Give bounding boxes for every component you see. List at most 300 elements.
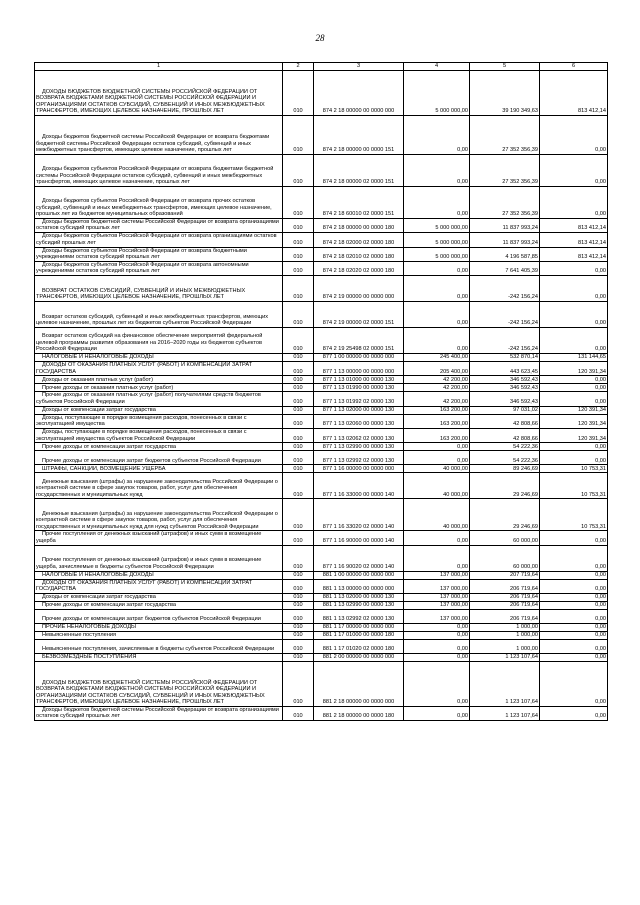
row-code-cell: 010	[283, 247, 314, 261]
row-fact-cell: 346 592,43	[470, 384, 540, 392]
row-name-cell	[35, 624, 283, 632]
row-plan-cell: 0,00	[404, 186, 470, 218]
row-kbk-cell: 874 2 19 00000 02 0000 151	[314, 302, 404, 328]
row-name-cell	[35, 632, 283, 640]
row-name-text: Доходы от компенсации затрат государства	[42, 594, 156, 601]
table-row	[35, 247, 608, 261]
row-prev-cell: 0,00	[540, 186, 608, 218]
row-name-cell	[35, 392, 283, 406]
row-code-cell: 010	[283, 406, 314, 414]
row-prev-cell: 0,00	[540, 384, 608, 392]
row-code-cell: 010	[283, 376, 314, 384]
row-kbk-cell: 874 2 18 02020 02 0000 180	[314, 261, 404, 275]
row-prev-cell: 0,00	[540, 624, 608, 632]
row-prev-cell: 0,00	[540, 328, 608, 354]
row-fact-cell: 206 719,64	[470, 594, 540, 602]
row-fact-cell: 29 246,69	[470, 473, 540, 499]
row-prev-cell: 120 391,34	[540, 362, 608, 376]
row-code-cell: 010	[283, 640, 314, 654]
row-fact-cell: 27 352 356,39	[470, 154, 540, 186]
row-prev-cell: 0,00	[540, 531, 608, 545]
row-fact-cell: 27 352 356,39	[470, 115, 540, 154]
row-name-text: Прочие доходы от оказания платных услуг (работ) получателями средств бюджетов субъектов Российской Федерации	[36, 392, 261, 405]
row-prev-cell: 0,00	[540, 571, 608, 579]
row-code-cell: 010	[283, 302, 314, 328]
row-code-cell: 010	[283, 662, 314, 707]
row-kbk-cell: 874 2 18 00000 00 0000 151	[314, 115, 404, 154]
row-plan-cell: 137 000,00	[404, 610, 470, 624]
row-prev-cell: 0,00	[540, 579, 608, 593]
row-kbk-cell: 874 2 19 25498 02 0000 151	[314, 328, 404, 354]
row-name-cell	[35, 579, 283, 593]
row-kbk-cell: 874 2 18 02010 02 0000 180	[314, 247, 404, 261]
row-fact-cell: -242 156,24	[470, 302, 540, 328]
row-plan-cell: 0,00	[404, 302, 470, 328]
row-name-text: ДОХОДЫ БЮДЖЕТОВ БЮДЖЕТНОЙ СИСТЕМЫ РОССИЙСКОЙ ФЕДЕРАЦИИ ОТ ВОЗВРАТА БЮДЖЕТАМИ БЮДЖЕТНОЙ СИСТЕМЫ РОССИЙСКОЙ ФЕДЕРАЦИИ И ОРГАНИЗАЦИЯМИ ОСТАТКОВ СУБСИДИЙ, СУБВЕНЦИЙ И ИНЫХ МЕЖБЮДЖЕТНЫХ ТРАНСФЕРТОВ, ИМЕЮЩИХ ЦЕЛЕВОЕ НАЗНАЧЕНИЕ, ПРОШЛЫХ ЛЕТ	[36, 88, 265, 114]
row-name-text: Доходы бюджетов субъектов Российской Федерации от возврата автономными учреждениями остатков субсидий прошлых лет	[36, 261, 249, 275]
row-fact-cell: -242 156,24	[470, 328, 540, 354]
column-header: 2	[283, 63, 314, 71]
column-header: 5	[470, 63, 540, 71]
row-fact-cell: 1 123 107,64	[470, 707, 540, 721]
row-name-text: ПРОЧИЕ НЕНАЛОГОВЫЕ ДОХОДЫ	[42, 624, 137, 631]
table-row	[35, 115, 608, 154]
row-fact-cell: 11 837 993,24	[470, 218, 540, 232]
row-name-cell	[35, 443, 283, 451]
row-code-cell: 010	[283, 429, 314, 443]
row-kbk-cell: 874 2 18 60010 02 0000 151	[314, 186, 404, 218]
row-plan-cell: 0,00	[404, 276, 470, 302]
table-row	[35, 640, 608, 654]
table-row	[35, 276, 608, 302]
row-name-text: Невыясненные поступления, зачисляемые в бюджеты субъектов Российской Федерации	[42, 646, 275, 653]
row-kbk-cell: 877 1 00 00000 00 0000 000	[314, 354, 404, 362]
row-code-cell: 010	[283, 392, 314, 406]
row-fact-cell: 29 246,69	[470, 499, 540, 531]
row-name-cell	[35, 594, 283, 602]
row-plan-cell: 0,00	[404, 451, 470, 465]
table-row	[35, 579, 608, 593]
row-name-text: Доходы бюджетов бюджетной системы Российской Федерации от возврата организациями остатков субсидий прошлых лет	[36, 218, 279, 232]
row-fact-cell: 1 123 107,64	[470, 654, 540, 662]
row-name-cell	[35, 376, 283, 384]
row-name-cell	[35, 115, 283, 154]
row-prev-cell: 0,00	[540, 451, 608, 465]
row-code-cell: 010	[283, 362, 314, 376]
table-row	[35, 70, 608, 115]
row-name-text: Доходы бюджетов бюджетной системы Российской Федерации от возврата бюджетами бюджетной системы Российской Федерации остатков субсидий, субвенций и иных межбюджетных трансфертов, имеющих целевое назначение, прошлых лет	[36, 134, 270, 153]
row-name-cell	[35, 276, 283, 302]
row-name-cell	[35, 602, 283, 610]
row-kbk-cell: 877 1 13 01990 00 0000 130	[314, 384, 404, 392]
row-name-cell	[35, 70, 283, 115]
row-name-cell	[35, 545, 283, 571]
row-plan-cell: 0,00	[404, 654, 470, 662]
row-name-cell	[35, 571, 283, 579]
row-fact-cell: 206 719,64	[470, 610, 540, 624]
row-plan-cell: 163 200,00	[404, 406, 470, 414]
table-row	[35, 218, 608, 232]
row-name-cell	[35, 328, 283, 354]
row-code-cell: 010	[283, 70, 314, 115]
table-row	[35, 531, 608, 545]
row-fact-cell: 42 808,66	[470, 414, 540, 428]
table-row	[35, 465, 608, 473]
row-name-cell	[35, 531, 283, 545]
row-kbk-cell: 877 1 13 00000 00 0000 000	[314, 362, 404, 376]
row-name-text: НАЛОГОВЫЕ И НЕНАЛОГОВЫЕ ДОХОДЫ	[42, 571, 154, 578]
table-row	[35, 545, 608, 571]
row-plan-cell: 5 000 000,00	[404, 233, 470, 247]
row-name-cell	[35, 662, 283, 707]
table-row	[35, 429, 608, 443]
row-name-text: Доходы, поступающие в порядке возмещения расходов, понесенных в связи с эксплуатацией имущества	[36, 414, 247, 428]
row-prev-cell: 813 412,14	[540, 233, 608, 247]
row-prev-cell: 10 753,31	[540, 473, 608, 499]
row-name-text: Прочие поступления от денежных взысканий (штрафов) и иных сумм в возмещение ущерба, зачисляемые в бюджеты субъектов Российской Федерации	[36, 557, 262, 570]
row-kbk-cell: 874 2 18 00000 00 0000 000	[314, 70, 404, 115]
table-row	[35, 662, 608, 707]
row-code-cell: 010	[283, 632, 314, 640]
row-fact-cell: 60 000,00	[470, 531, 540, 545]
table-row	[35, 261, 608, 275]
row-kbk-cell: 874 2 18 00000 02 0000 151	[314, 154, 404, 186]
row-code-cell: 010	[283, 707, 314, 721]
row-fact-cell: 206 719,64	[470, 579, 540, 593]
row-fact-cell: 1 000,00	[470, 632, 540, 640]
table-row	[35, 302, 608, 328]
row-name-cell	[35, 451, 283, 465]
row-prev-cell: 0,00	[540, 632, 608, 640]
income-report-table	[34, 62, 608, 721]
row-code-cell: 010	[283, 465, 314, 473]
row-prev-cell: 0,00	[540, 610, 608, 624]
row-prev-cell: 0,00	[540, 640, 608, 654]
row-kbk-cell: 877 1 13 02992 02 0000 130	[314, 451, 404, 465]
row-fact-cell: 207 719,64	[470, 571, 540, 579]
row-plan-cell: 137 000,00	[404, 571, 470, 579]
table-row	[35, 707, 608, 721]
row-prev-cell: 813 412,14	[540, 70, 608, 115]
row-code-cell: 010	[283, 545, 314, 571]
row-code-cell: 010	[283, 354, 314, 362]
table-row	[35, 186, 608, 218]
row-name-cell	[35, 473, 283, 499]
row-code-cell: 010	[283, 276, 314, 302]
row-fact-cell: 346 592,43	[470, 392, 540, 406]
row-fact-cell: 54 222,36	[470, 443, 540, 451]
row-code-cell: 010	[283, 443, 314, 451]
row-code-cell: 010	[283, 115, 314, 154]
row-fact-cell: 54 222,36	[470, 451, 540, 465]
row-fact-cell: 42 808,66	[470, 429, 540, 443]
row-plan-cell: 137 000,00	[404, 594, 470, 602]
row-code-cell: 010	[283, 414, 314, 428]
row-prev-cell: 0,00	[540, 115, 608, 154]
row-name-text: Доходы от компенсации затрат государства	[42, 406, 156, 413]
row-fact-cell: 60 000,00	[470, 545, 540, 571]
row-fact-cell: 1 000,00	[470, 640, 540, 654]
row-fact-cell: 97 031,02	[470, 406, 540, 414]
row-kbk-cell: 881 1 13 02990 00 0000 130	[314, 602, 404, 610]
row-name-text: Невыясненные поступления	[42, 632, 117, 639]
row-prev-cell: 0,00	[540, 545, 608, 571]
row-plan-cell: 0,00	[404, 531, 470, 545]
row-code-cell: 010	[283, 218, 314, 232]
row-prev-cell: 120 391,34	[540, 414, 608, 428]
row-fact-cell: 206 719,64	[470, 602, 540, 610]
row-prev-cell: 0,00	[540, 443, 608, 451]
row-plan-cell: 5 000 000,00	[404, 247, 470, 261]
row-name-text: Прочие доходы от оказания платных услуг (работ)	[42, 384, 174, 391]
row-kbk-cell: 881 1 13 02992 02 0000 130	[314, 610, 404, 624]
row-code-cell: 010	[283, 610, 314, 624]
row-prev-cell: 120 391,34	[540, 406, 608, 414]
row-name-text: Возврат остатков субсидий на финансовое обеспечение мероприятий федеральной целевой программы развития образования на 2016–2020 годы из бюджетов субъектов Российской Федерации	[36, 333, 263, 353]
row-prev-cell: 813 412,14	[540, 247, 608, 261]
row-plan-cell: 163 200,00	[404, 429, 470, 443]
row-code-cell: 010	[283, 328, 314, 354]
row-fact-cell: 4 196 587,85	[470, 247, 540, 261]
row-code-cell: 010	[283, 451, 314, 465]
row-kbk-cell: 874 2 19 00000 00 0000 000	[314, 276, 404, 302]
row-prev-cell: 0,00	[540, 662, 608, 707]
row-name-cell	[35, 354, 283, 362]
row-name-text: Денежные взыскания (штрафы) за нарушение законодательства Российской Федерации о контрактной системе в сфере закупок товаров, работ, услуг для обеспечения государственных и муниципальных нужд	[36, 478, 278, 498]
row-code-cell: 010	[283, 594, 314, 602]
row-name-cell	[35, 640, 283, 654]
row-prev-cell: 0,00	[540, 261, 608, 275]
row-plan-cell: 245 400,00	[404, 354, 470, 362]
page-number: 28	[315, 33, 325, 43]
row-name-text: Прочие доходы от компенсации затрат государства	[42, 443, 177, 450]
row-fact-cell: -242 156,24	[470, 276, 540, 302]
row-name-text: Прочие доходы от компенсации затрат государства	[42, 602, 177, 609]
row-kbk-cell: 877 1 13 02000 00 0000 130	[314, 406, 404, 414]
row-plan-cell: 0,00	[404, 115, 470, 154]
row-prev-cell: 0,00	[540, 302, 608, 328]
table-row	[35, 654, 608, 662]
row-code-cell: 010	[283, 499, 314, 531]
row-name-cell	[35, 499, 283, 531]
row-name-cell	[35, 261, 283, 275]
row-name-text: Прочие поступления от денежных взысканий (штрафов) и иных сумм в возмещение ущерба	[36, 531, 262, 544]
table-row	[35, 624, 608, 632]
table-row	[35, 328, 608, 354]
row-plan-cell: 205 400,00	[404, 362, 470, 376]
row-code-cell: 010	[283, 654, 314, 662]
row-kbk-cell: 881 2 18 00000 00 0000 180	[314, 707, 404, 721]
row-kbk-cell: 881 2 00 00000 00 0000 000	[314, 654, 404, 662]
row-kbk-cell: 874 2 18 00000 00 0000 180	[314, 218, 404, 232]
row-name-cell	[35, 465, 283, 473]
row-prev-cell: 10 753,31	[540, 465, 608, 473]
table-row	[35, 392, 608, 406]
table-row	[35, 499, 608, 531]
row-plan-cell: 42 200,00	[404, 376, 470, 384]
row-plan-cell: 0,00	[404, 545, 470, 571]
row-name-text: ДОХОДЫ ОТ ОКАЗАНИЯ ПЛАТНЫХ УСЛУГ (РАБОТ) И КОМПЕНСАЦИИ ЗАТРАТ ГОСУДАРСТВА	[36, 579, 253, 593]
row-kbk-cell: 881 1 13 00000 00 0000 000	[314, 579, 404, 593]
row-fact-cell: 1 123 107,64	[470, 662, 540, 707]
table-row	[35, 451, 608, 465]
row-prev-cell: 0,00	[540, 602, 608, 610]
row-name-text: Доходы от оказания платных услуг (работ)	[42, 376, 153, 383]
row-plan-cell: 0,00	[404, 328, 470, 354]
row-name-text: Доходы бюджетов субъектов Российской Федерации от возврата прочих остатков субсидий, субвенций и иных межбюджетных трансфертов, имеющих целевое назначение, прошлых лет из бюджетов муниципальных образований	[36, 198, 272, 217]
row-prev-cell: 0,00	[540, 707, 608, 721]
row-name-text: Доходы, поступающие в порядке возмещения расходов, понесенных в связи с эксплуатацией имущества субъектов Российской Федерации	[36, 429, 247, 442]
row-kbk-cell: 877 1 16 33000 00 0000 140	[314, 473, 404, 499]
row-name-text: Доходы бюджетов субъектов Российской Федерации от возврата бюджетными учреждениями остатков субсидий прошлых лет	[36, 247, 247, 260]
table-row	[35, 443, 608, 451]
row-plan-cell: 137 000,00	[404, 602, 470, 610]
row-prev-cell: 131 144,65	[540, 354, 608, 362]
row-name-text: Доходы бюджетов бюджетной системы Российской Федерации от возврата организациями остатков субсидий прошлых лет	[36, 707, 279, 720]
row-plan-cell: 40 000,00	[404, 473, 470, 499]
row-plan-cell: 0,00	[404, 154, 470, 186]
row-code-cell: 010	[283, 154, 314, 186]
row-fact-cell: 11 837 993,24	[470, 233, 540, 247]
row-name-cell	[35, 218, 283, 232]
row-name-text: Доходы бюджетов субъектов Российской Федерации от возврата бюджетами бюджетной системы Российской Федерации остатков субсидий, субвенций и иных межбюджетных трансфертов, имеющих целевое назначение, прошлых лет	[36, 166, 274, 185]
table-row	[35, 233, 608, 247]
row-kbk-cell: 877 1 13 02062 02 0000 130	[314, 429, 404, 443]
row-fact-cell: 346 592,43	[470, 376, 540, 384]
row-fact-cell: 27 352 356,39	[470, 186, 540, 218]
row-kbk-cell: 881 1 17 01020 02 0000 180	[314, 640, 404, 654]
row-name-text: Доходы бюджетов субъектов Российской Федерации от возврата организациями остатков субсидий прошлых лет	[36, 233, 277, 246]
row-code-cell: 010	[283, 602, 314, 610]
row-name-text: ДОХОДЫ ОТ ОКАЗАНИЯ ПЛАТНЫХ УСЛУГ (РАБОТ) И КОМПЕНСАЦИИ ЗАТРАТ ГОСУДАРСТВА	[36, 362, 253, 375]
column-header: 3	[314, 63, 404, 71]
row-prev-cell: 120 391,34	[540, 429, 608, 443]
table-row	[35, 354, 608, 362]
row-code-cell: 010	[283, 624, 314, 632]
row-kbk-cell: 881 1 17 00000 00 0000 000	[314, 624, 404, 632]
row-fact-cell: 1 000,00	[470, 624, 540, 632]
row-code-cell: 010	[283, 186, 314, 218]
row-plan-cell: 42 200,00	[404, 392, 470, 406]
row-plan-cell: 5 000 000,00	[404, 218, 470, 232]
table-row	[35, 376, 608, 384]
row-plan-cell: 40 000,00	[404, 499, 470, 531]
table-row	[35, 362, 608, 376]
table-row	[35, 602, 608, 610]
row-kbk-cell: 881 1 00 00000 00 0000 000	[314, 571, 404, 579]
row-kbk-cell: 877 1 13 02060 00 0000 130	[314, 414, 404, 428]
row-plan-cell: 5 000 000,00	[404, 70, 470, 115]
row-name-cell	[35, 707, 283, 721]
row-name-text: Денежные взыскания (штрафы) за нарушение законодательства Российской Федерации о контрактной системе в сфере закупок товаров, работ, услуг для обеспечения государственных и муниципальных нужд для нужд субъектов Российской Федерации	[36, 510, 278, 530]
row-name-text: Прочие доходы от компенсации затрат бюджетов субъектов Российской Федерации	[42, 616, 261, 623]
row-plan-cell: 40 000,00	[404, 465, 470, 473]
table-row	[35, 406, 608, 414]
row-plan-cell: 0,00	[404, 640, 470, 654]
row-plan-cell: 0,00	[404, 707, 470, 721]
row-name-cell	[35, 247, 283, 261]
row-name-cell	[35, 154, 283, 186]
table-row	[35, 632, 608, 640]
row-fact-cell: 89 246,69	[470, 465, 540, 473]
row-name-cell	[35, 186, 283, 218]
row-kbk-cell: 877 1 16 90020 02 0000 140	[314, 545, 404, 571]
row-name-cell	[35, 302, 283, 328]
row-code-cell: 010	[283, 384, 314, 392]
table-row	[35, 610, 608, 624]
row-fact-cell: 443 623,45	[470, 362, 540, 376]
row-plan-cell: 137 000,00	[404, 579, 470, 593]
row-kbk-cell: 877 1 16 90000 00 0000 140	[314, 531, 404, 545]
table-row	[35, 384, 608, 392]
row-name-cell	[35, 406, 283, 414]
row-code-cell: 010	[283, 579, 314, 593]
row-prev-cell: 813 412,14	[540, 218, 608, 232]
row-prev-cell: 0,00	[540, 654, 608, 662]
row-code-cell: 010	[283, 233, 314, 247]
row-name-text: Прочие доходы от компенсации затрат бюджетов субъектов Российской Федерации	[42, 457, 261, 464]
row-code-cell: 010	[283, 571, 314, 579]
row-name-cell	[35, 654, 283, 662]
row-name-text: ШТРАФЫ, САНКЦИИ, ВОЗМЕЩЕНИЕ УЩЕРБА	[42, 465, 166, 472]
row-kbk-cell: 877 1 13 01000 00 0000 130	[314, 376, 404, 384]
row-code-cell: 010	[283, 473, 314, 499]
row-name-text: ВОЗВРАТ ОСТАТКОВ СУБСИДИЙ, СУБВЕНЦИЙ И ИНЫХ МЕЖБЮДЖЕТНЫХ ТРАНСФЕРТОВ, ИМЕЮЩИХ ЦЕЛЕВОЕ НАЗНАЧЕНИЕ, ПРОШЛЫХ ЛЕТ	[36, 287, 246, 301]
row-code-cell: 010	[283, 531, 314, 545]
row-kbk-cell: 874 2 18 02000 02 0000 180	[314, 233, 404, 247]
row-plan-cell: 0,00	[404, 624, 470, 632]
row-plan-cell: 0,00	[404, 261, 470, 275]
row-code-cell: 010	[283, 261, 314, 275]
row-kbk-cell: 881 1 17 01000 00 0000 180	[314, 632, 404, 640]
row-kbk-cell: 881 2 18 00000 00 0000 000	[314, 662, 404, 707]
row-kbk-cell: 881 1 13 02000 00 0000 130	[314, 594, 404, 602]
row-name-text: ДОХОДЫ БЮДЖЕТОВ БЮДЖЕТНОЙ СИСТЕМЫ РОССИЙСКОЙ ФЕДЕРАЦИИ ОТ ВОЗВРАТА БЮДЖЕТАМИ БЮДЖЕТНОЙ СИСТЕМЫ РОССИЙСКОЙ ФЕДЕРАЦИИ И ОРГАНИЗАЦИЯМИ ОСТАТКОВ СУБСИДИЙ, СУБВЕНЦИЙ И ИНЫХ МЕЖБЮДЖЕТНЫХ ТРАНСФЕРТОВ, ИМЕЮЩИХ ЦЕЛЕВОЕ НАЗНАЧЕНИЕ, ПРОШЛЫХ ЛЕТ	[36, 679, 265, 706]
row-plan-cell: 0,00	[404, 662, 470, 707]
table-header-row	[35, 63, 608, 71]
row-plan-cell: 163 200,00	[404, 414, 470, 428]
table-row	[35, 594, 608, 602]
row-name-text: НАЛОГОВЫЕ И НЕНАЛОГОВЫЕ ДОХОДЫ	[42, 354, 154, 361]
row-prev-cell: 0,00	[540, 276, 608, 302]
table-row	[35, 414, 608, 428]
row-name-cell	[35, 233, 283, 247]
table-row	[35, 571, 608, 579]
row-fact-cell: 532 870,14	[470, 354, 540, 362]
table-row	[35, 473, 608, 499]
row-prev-cell: 0,00	[540, 154, 608, 186]
row-kbk-cell: 877 1 16 00000 00 0000 000	[314, 465, 404, 473]
row-plan-cell: 0,00	[404, 632, 470, 640]
row-fact-cell: 39 190 349,63	[470, 70, 540, 115]
row-name-cell	[35, 429, 283, 443]
row-name-cell	[35, 414, 283, 428]
row-prev-cell: 10 753,31	[540, 499, 608, 531]
row-plan-cell: 0,00	[404, 443, 470, 451]
row-name-text: Возврат остатков субсидий, субвенций и иных межбюджетных трансфертов, имеющих целевое назначение, прошлых лет из бюджетов субъектов Российской Федерации	[36, 313, 269, 327]
row-kbk-cell: 877 1 16 33020 02 0000 140	[314, 499, 404, 531]
column-header: 1	[35, 63, 283, 71]
row-kbk-cell: 877 1 13 02990 00 0000 130	[314, 443, 404, 451]
row-fact-cell: 7 641 405,39	[470, 261, 540, 275]
column-header: 6	[540, 63, 608, 71]
row-prev-cell: 0,00	[540, 376, 608, 384]
row-prev-cell: 0,00	[540, 594, 608, 602]
row-name-cell	[35, 384, 283, 392]
row-name-cell	[35, 610, 283, 624]
row-plan-cell: 42 200,00	[404, 384, 470, 392]
row-prev-cell: 0,00	[540, 392, 608, 406]
